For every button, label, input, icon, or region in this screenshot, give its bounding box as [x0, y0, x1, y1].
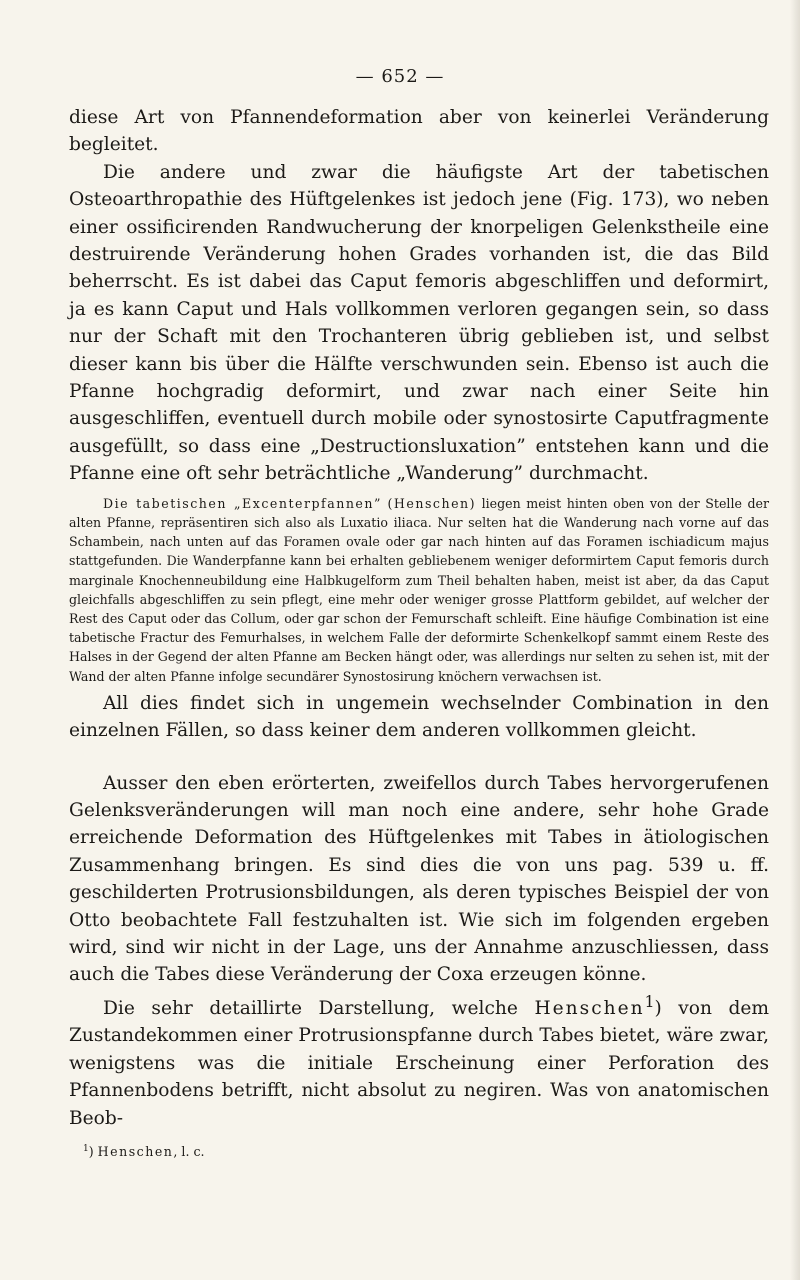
paragraph-5	[69, 989, 769, 1132]
page-number: — 652 —	[355, 66, 445, 87]
footnote	[69, 1144, 769, 1159]
small-author: (Henschen)	[387, 495, 477, 511]
page-edge-shadow	[790, 0, 800, 1280]
small-rest: liegen meist hinten oben von der Stelle der alten Pfanne, repräsentiren sich also als Luxatio iliaca. Nur selten hat die Wanderung nach vorne auf das Schambein, nach unten auf das Foramen ovale oder gar nach hinten auf das Foramen ischiadicum majus stattgefunden. Die Wanderpfanne kann bei erhalten gebliebenem weniger deformirtem Caput femoris durch marginale Knochenneubildung eine Halbkugelform zum Theil behalten haben, meist ist aber, da das Caput gleichfalls abgeschliffen zu sein pflegt, eine mehr oder weniger grosse Plattform gebildet, auf welcher der Rest des Caput oder das Collum, oder gar schon der Femurschaft schleift. Eine häufige Combination ist eine tabetische Fractur des Femurhalses, in welchem Falle der deformirte Schenkelkopf sammt einem Reste des Halses in der Gegend der alten Pfanne am Becken hängt oder, was allerdings nur selten zu sehen ist, mit der Wand der alten Pfanne infolge secundärer Synostosirung knöchern verwachsen ist.	[69, 495, 770, 684]
footnote-ref-text: , l. c.	[173, 1144, 205, 1160]
text-body	[69, 104, 769, 1159]
paragraph-5-before: Die sehr detaillirte Darstellung, welche	[103, 997, 535, 1019]
footnote-marker: 1	[83, 1144, 89, 1154]
paragraph-5-text	[69, 989, 769, 1132]
paragraph-5-after: ) von dem Zustandekommen einer Protrusionspfanne durch Tabes bietet, wäre zwar, wenigstens was die initiale Erscheinung einer Perforation des Pfannenbodens betrifft, nicht absolut zu negiren. Was von anatomischen Beob-	[69, 997, 770, 1129]
paragraph-4	[69, 770, 769, 989]
paragraph-3-text: All dies findet sich in ungemein wechselnder Combination in den einzelnen Fällen, so dass keiner dem anderen vollkommen gleicht.	[69, 692, 769, 742]
paragraph-2-text: Die andere und zwar die häufigste Art der tabetischen Osteoarthropathie des Hüftgelenkes ist jedoch jene (Fig. 173), wo neben einer ossificirenden Randwucherung der knorpeligen Gelenkstheile eine destruirende Veränderung hohen Grades vorhanden ist, die das Bild beherrscht. Es ist dabei das Caput femoris abgeschliffen und deformirt, ja es kann Caput und Hals vollkommen verloren gegangen sein, so dass nur der Schaft mit den Trochanteren übrig geblieben ist, und selbst dieser kann bis über die Hälfte verschwunden sein. Ebenso ist auch die Pfanne hochgradig deformirt, und zwar nach einer Seite hin ausgeschliffen, eventuell durch mobile oder synostosirte Caputfragmente ausgefüllt, so dass eine „Destructionsluxation” entstehen kann und die Pfanne eine oft sehr beträchtliche „Wanderung” durchmacht.	[69, 161, 769, 485]
small-lead: Die tabetischen „Excenterpfannen”	[103, 495, 382, 511]
footnote-author: Henschen	[97, 1144, 174, 1160]
small-print-paragraph	[69, 494, 769, 686]
paragraph-5-author: Henschen	[534, 997, 645, 1019]
footnote-ref: 1	[644, 992, 655, 1011]
paragraph-2	[69, 159, 769, 488]
paragraph-4-text: Ausser den eben erörterten, zweifellos durch Tabes hervorgerufenen Gelenksveränderungen will man noch eine andere, sehr hohe Grade erreichende Deformation des Hüftgelenkes mit Tabes in ätiologischen Zusammenhang bringen. Es sind dies die von uns pag. 539 u. ff. geschilderten Protrusionsbildungen, als deren typisches Beispiel der von Otto beobachtete Fall festzuhalten ist. Wie sich im folgenden ergeben wird, sind wir nicht in der Lage, uns der Annahme anzuschliessen, dass auch die Tabes diese Veränderung der Coxa erzeugen könne.	[69, 772, 769, 986]
paragraph-3	[69, 690, 769, 745]
section-gap	[69, 745, 769, 770]
footnote-paren: )	[88, 1144, 94, 1160]
paragraph-1: diese Art von Pfannendeformation aber von keinerlei Veränderung begleitet.	[69, 107, 769, 156]
